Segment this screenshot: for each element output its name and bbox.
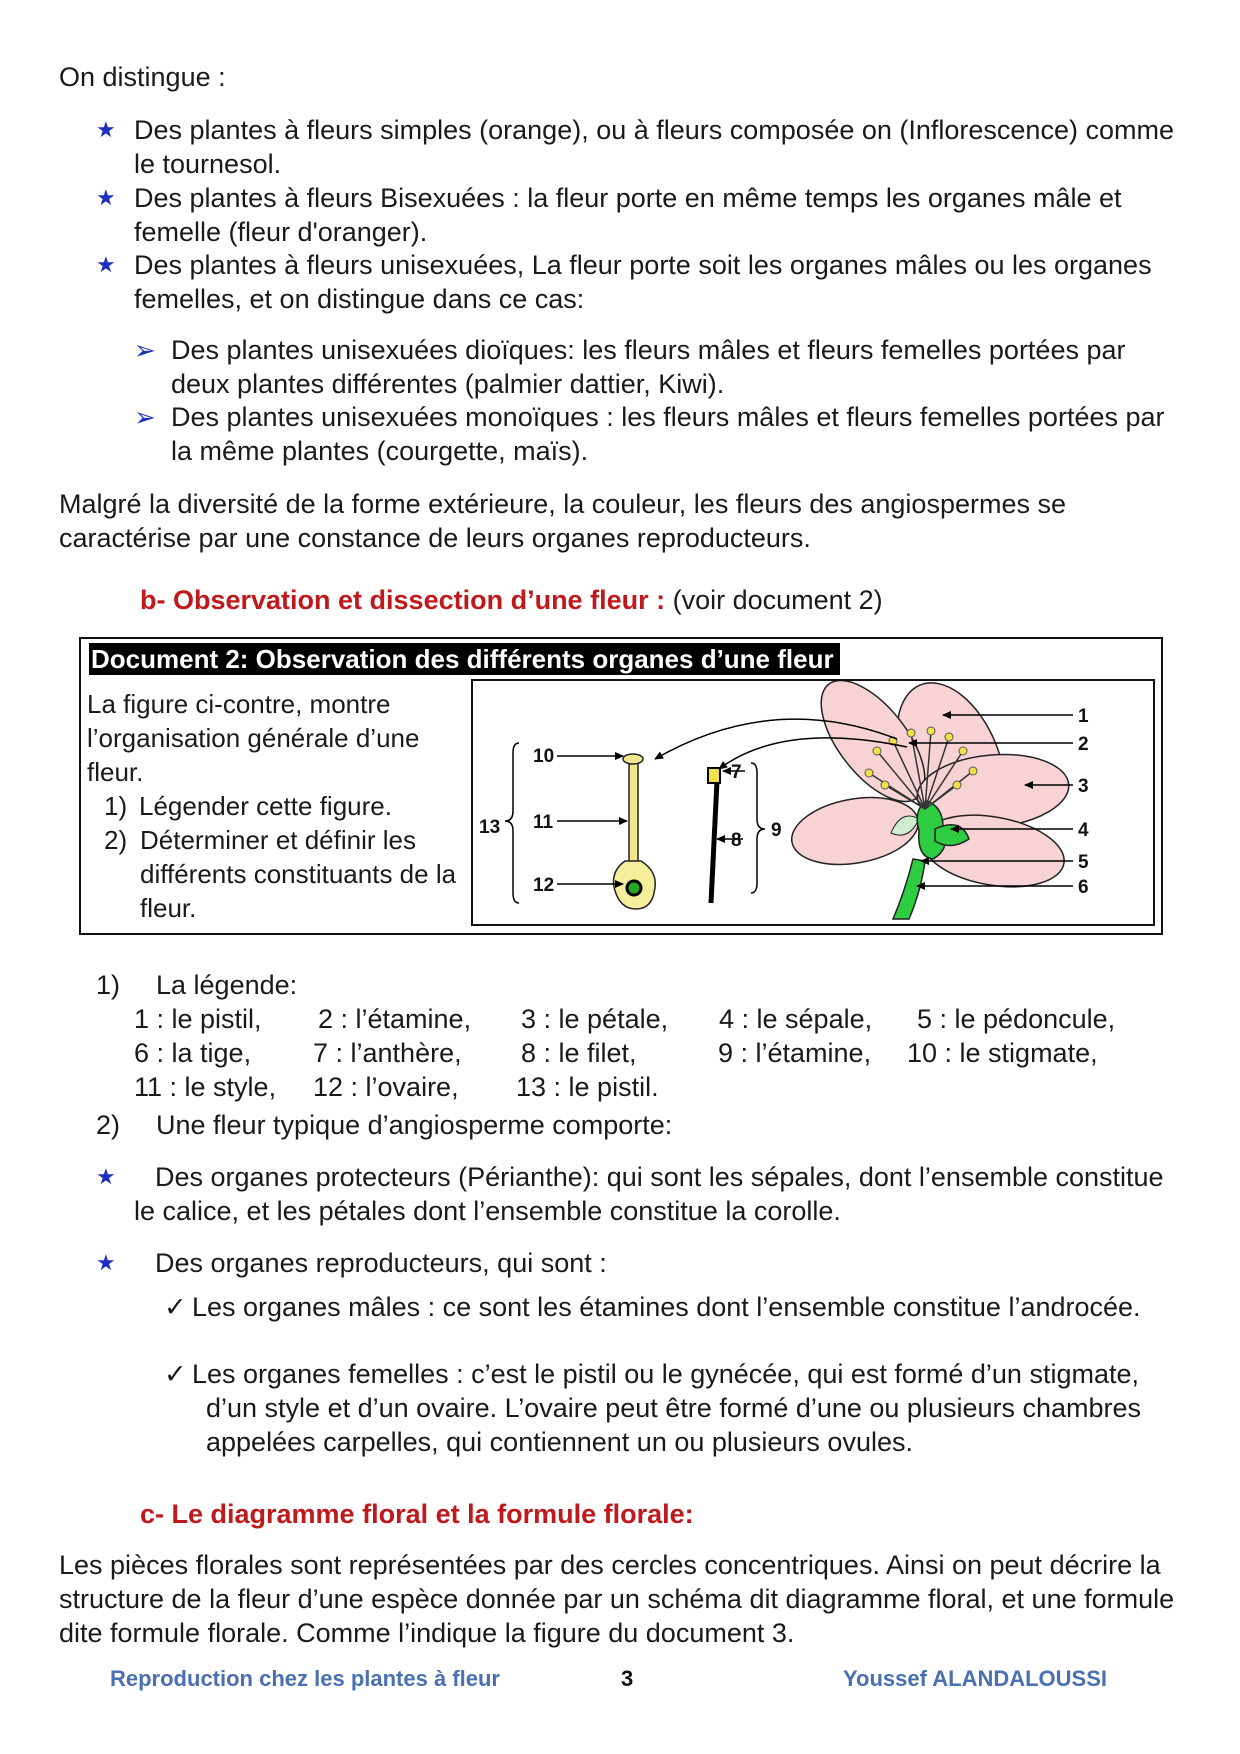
figure-label: 6 — [1078, 877, 1089, 898]
flower-diagram — [473, 681, 1153, 924]
star-icon: ★ — [96, 1250, 116, 1275]
list-item: ★ Des plantes à fleurs unisexuées, La fleur porte soit les organes mâles ou les organes femelles, et on distingue dans ce cas: — [96, 250, 1152, 314]
figure-label: 3 — [1078, 776, 1089, 797]
arrow-right-icon: ➢ — [134, 402, 156, 432]
diversity-paragraph: Malgré la diversité de la forme extérieure, la couleur, les fleurs des angiospermes se caractérise par une constance de leurs organes reproducteurs. — [59, 489, 1066, 553]
answer-2-heading: 2) Une fleur typique d’angiosperme comporte: — [96, 1110, 673, 1140]
figure-label: 9 — [771, 820, 782, 841]
section-c-heading: c- Le diagramme floral et la formule florale: — [140, 1499, 694, 1529]
star-icon: ★ — [96, 252, 116, 277]
footer-title: Reproduction chez les plantes à fleur — [110, 1666, 500, 1691]
list-item: ✓ Les organes femelles : c’est le pistil ou le gynécée, qui est formé d’un stigmate, d’un style et d’un ovaire. L’ovaire peut être formé d’une ou plusieurs chambres appelées carpelles, qui contiennent un ou plusieurs ovules. — [164, 1359, 1142, 1457]
figure-label: 10 — [533, 746, 555, 767]
closing-paragraph: Les pièces florales sont représentées par des cercles concentriques. Ainsi on peut décrire la structure de la fleur d’une espèce donnée par un schéma dit diagramme floral, et une formule dite formule florale. Comme l’indique la figure du document 3. — [59, 1550, 1175, 1648]
figure-label: 1 — [1078, 706, 1089, 727]
figure-label: 4 — [1078, 820, 1089, 841]
list-item: ★ Des plantes à fleurs Bisexuées : la fleur porte en même temps les organes mâle et femelle (fleur d'oranger). — [96, 183, 1122, 247]
check-icon: ✓ — [164, 1359, 187, 1389]
figure-label: 11 — [533, 812, 554, 833]
flower-drawing — [786, 681, 1071, 919]
legend-grid: 1 : le pistil, 2 : l’étamine, 3 : le pétale, 4 : le sépale, 5 : le pédoncule, 6 : la tige, 7 : l’anthère, 8 : le filet, 9 : l’étamine, 10 : le stigmate, 11 : le style, 12 : l’ovaire, 13 : le pistil. — [134, 1004, 1116, 1102]
list-item: ★ Des organes reproducteurs, qui sont : — [96, 1248, 607, 1278]
list-item: ➢ Des plantes unisexuées monoïques : les fleurs mâles et fleurs femelles portées par la même plantes (courgette, maïs). — [134, 402, 1165, 466]
star-icon: ★ — [96, 117, 116, 142]
flower-figure — [471, 679, 1155, 926]
figure-label: 7 — [731, 762, 742, 783]
check-icon: ✓ — [164, 1292, 187, 1322]
figure-label: 13 — [479, 817, 501, 838]
intro-text: On distingue : — [59, 62, 226, 92]
pistil-drawing — [613, 754, 655, 909]
figure-label: 5 — [1078, 852, 1089, 873]
document-2-title: Document 2: Observation des différents organes d’une fleur — [89, 643, 840, 675]
star-icon: ★ — [96, 185, 116, 210]
question-item: 1) Légender cette figure. — [104, 791, 392, 821]
document-2-text: La figure ci-contre, montre l’organisation générale d’une fleur. 1) Légender cette figure. 2) Déterminer et définir les différents constituants de la fleur. — [87, 687, 472, 925]
question-item: 2) Déterminer et définir les différents constituants de la fleur. — [104, 825, 457, 923]
stamen-drawing — [708, 768, 720, 903]
figure-label: 2 — [1078, 734, 1089, 755]
star-icon: ★ — [96, 1164, 116, 1189]
list-item: ➢ Des plantes unisexuées dioïques: les fleurs mâles et fleurs femelles portées par deux plantes différentes (palmier dattier, Kiwi). — [134, 335, 1126, 399]
arrow-right-icon: ➢ — [134, 335, 156, 365]
page-number: 3 — [621, 1666, 634, 1691]
footer-author: Youssef ALANDALOUSSI — [843, 1666, 1108, 1691]
answer-1-heading: 1) La légende: — [96, 970, 298, 1000]
list-item: ✓ Les organes mâles : ce sont les étamines dont l’ensemble constitue l’androcée. — [164, 1292, 1141, 1322]
figure-label: 12 — [533, 875, 555, 896]
figure-label: 8 — [731, 830, 742, 851]
list-item: ★ Des plantes à fleurs simples (orange), ou à fleurs composée on (Inflorescence) comme le tournesol. — [96, 115, 1174, 179]
list-item: ★ Des organes protecteurs (Périanthe): qui sont les sépales, dont l’ensemble constitue le calice, et les pétales dont l’ensemble constitue la corolle. — [96, 1162, 1164, 1226]
section-b-heading: b- Observation et dissection d’une fleur : (voir document 2) — [140, 585, 883, 615]
